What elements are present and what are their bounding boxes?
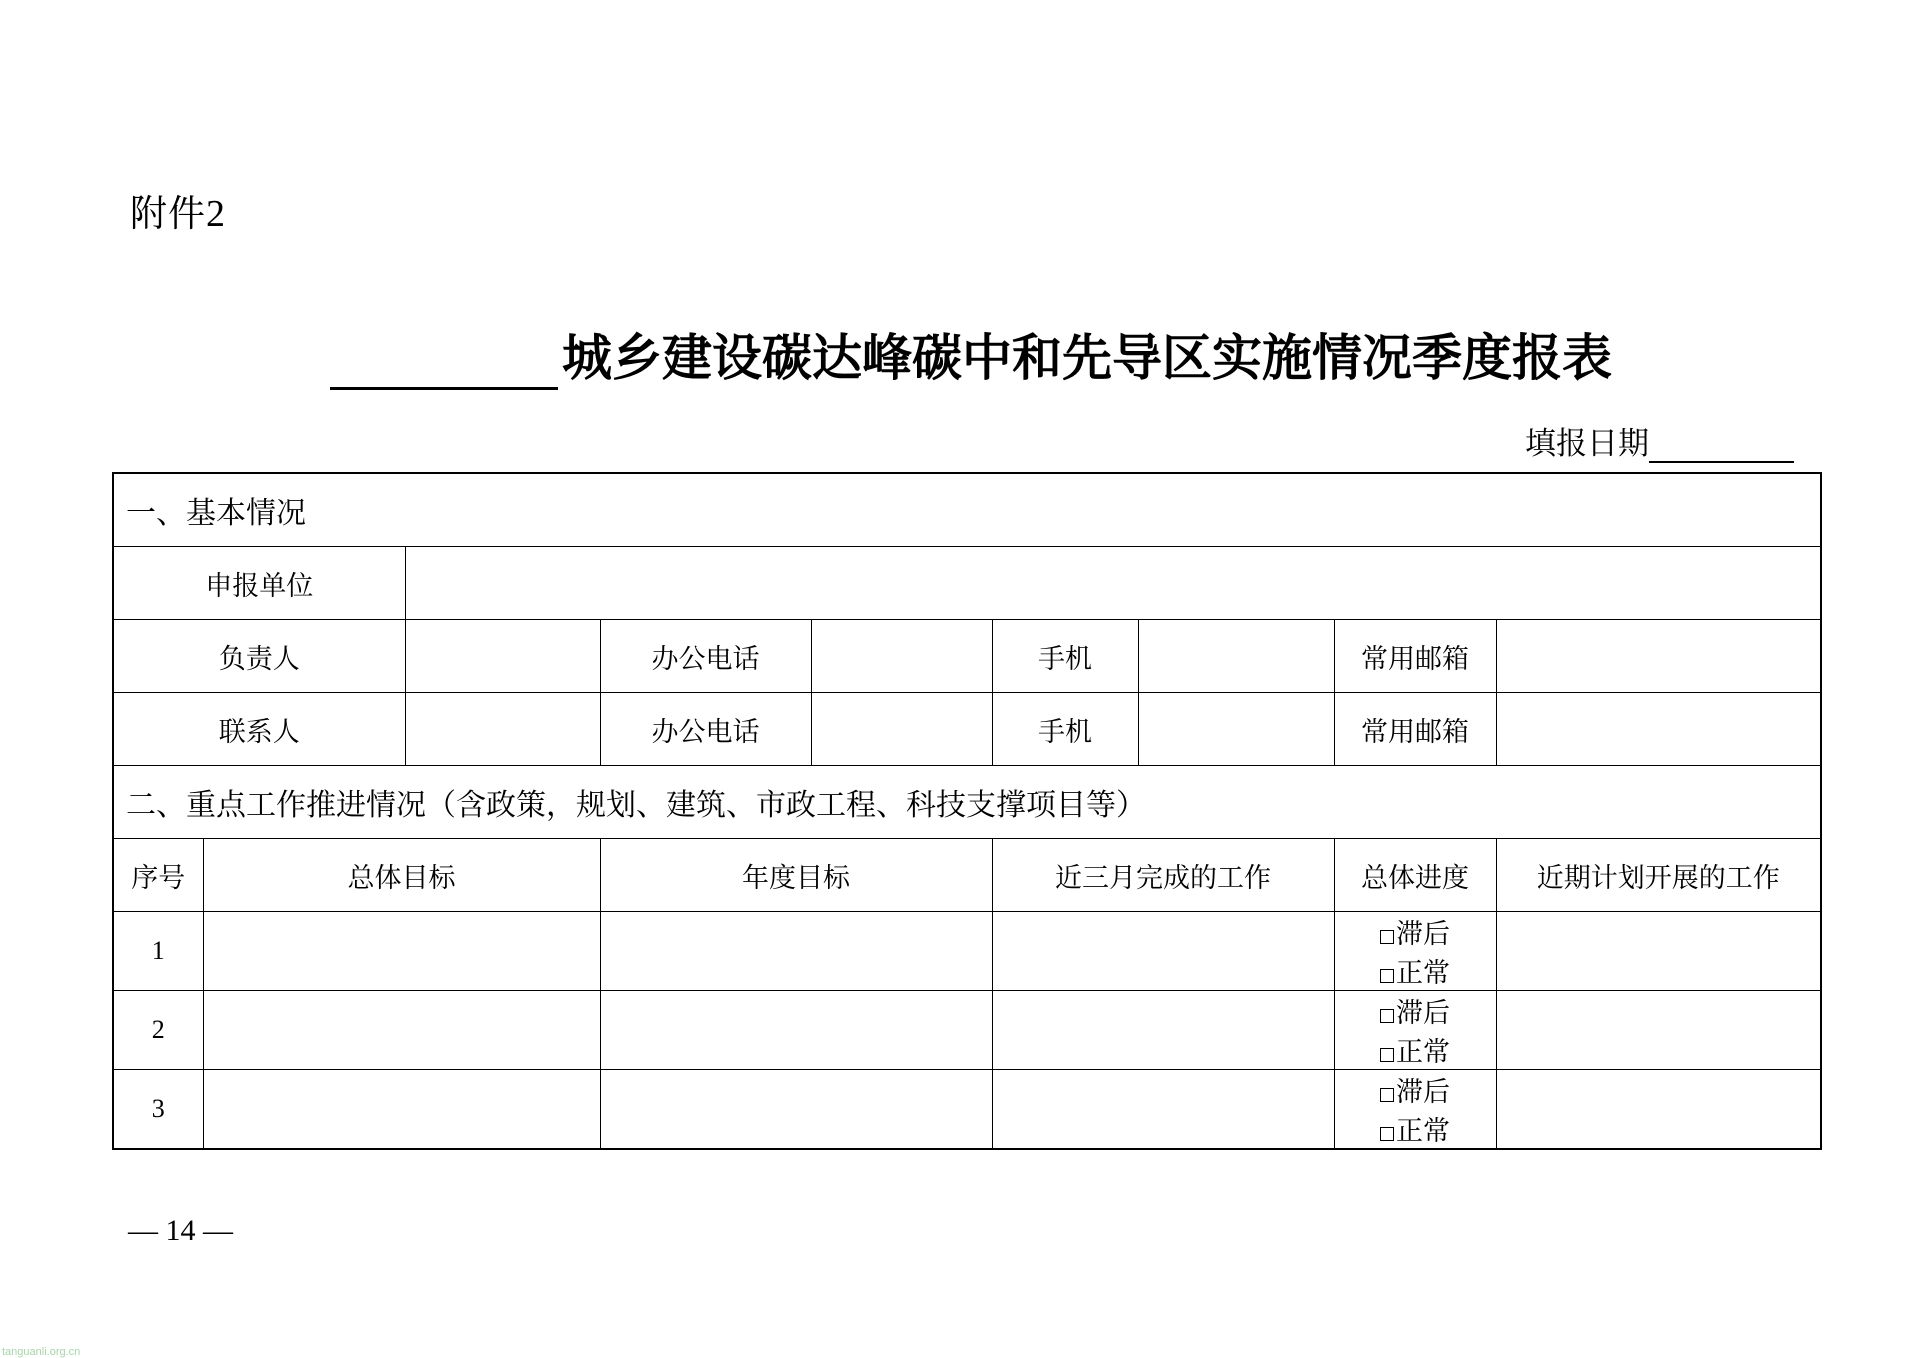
serial-cell: 2 [113, 991, 203, 1070]
progress-cell [1334, 1070, 1496, 1150]
section1-heading: 一、基本情况 [113, 473, 1821, 547]
overall-goal-cell[interactable] [203, 912, 600, 991]
recent-work-cell[interactable] [992, 1070, 1334, 1150]
recent-work-cell[interactable] [992, 991, 1334, 1070]
responsible-person-row [113, 620, 1821, 693]
responsible-person-label: 负责人 [113, 620, 405, 693]
lag-label: 滞后 [1396, 1077, 1450, 1108]
overall-goal-cell[interactable] [203, 991, 600, 1070]
responsible-person-cell[interactable] [405, 620, 600, 693]
col-header-serial: 序号 [113, 839, 203, 912]
email-cell[interactable] [1496, 693, 1821, 766]
attachment-number: 2 [206, 193, 226, 235]
normal-label: 正常 [1396, 958, 1450, 989]
contact-person-row [113, 693, 1821, 766]
normal-label: 正常 [1396, 1116, 1450, 1147]
lag-label: 滞后 [1396, 919, 1450, 950]
table-row [113, 1070, 1821, 1150]
fill-date-label: 填报日期 [1525, 426, 1649, 462]
mobile-label: 手机 [992, 693, 1138, 766]
office-phone-cell[interactable] [811, 693, 992, 766]
progress-cell [1334, 912, 1496, 991]
office-phone-label: 办公电话 [600, 693, 811, 766]
planned-work-cell[interactable] [1496, 991, 1821, 1070]
col-header-annual-goal: 年度目标 [600, 839, 992, 912]
lag-option[interactable] [1380, 1070, 1450, 1109]
recent-work-cell[interactable] [992, 912, 1334, 991]
page-number: — 14 — [128, 1214, 233, 1247]
table-row [113, 991, 1821, 1070]
checkbox-icon[interactable] [1380, 1127, 1394, 1141]
col-header-planned-work: 近期计划开展的工作 [1496, 839, 1821, 912]
email-cell[interactable] [1496, 620, 1821, 693]
normal-label: 正常 [1396, 1037, 1450, 1068]
annual-goal-cell[interactable] [600, 1070, 992, 1150]
checkbox-icon[interactable] [1380, 1048, 1394, 1062]
checkbox-icon[interactable] [1380, 969, 1394, 983]
col-header-recent-work: 近三月完成的工作 [992, 839, 1334, 912]
serial-cell: 3 [113, 1070, 203, 1150]
annual-goal-cell[interactable] [600, 991, 992, 1070]
contact-person-label: 联系人 [113, 693, 405, 766]
page-title [330, 318, 1730, 390]
planned-work-cell[interactable] [1496, 912, 1821, 991]
report-table [112, 472, 1822, 1150]
section2-header-row [113, 839, 1821, 912]
annual-goal-cell[interactable] [600, 912, 992, 991]
unit-row [113, 547, 1821, 620]
section1-heading-row [113, 473, 1821, 547]
email-label: 常用邮箱 [1334, 693, 1496, 766]
email-label: 常用邮箱 [1334, 620, 1496, 693]
checkbox-icon[interactable] [1380, 1088, 1394, 1102]
office-phone-label: 办公电话 [600, 620, 811, 693]
fill-date-blank[interactable] [1649, 431, 1794, 463]
attachment-label [130, 183, 226, 237]
normal-option[interactable] [1380, 1030, 1450, 1069]
table-row [113, 912, 1821, 991]
lag-option[interactable] [1380, 991, 1450, 1030]
unit-input-cell[interactable] [405, 547, 1821, 620]
mobile-label: 手机 [992, 620, 1138, 693]
checkbox-icon[interactable] [1380, 930, 1394, 944]
title-text: 城乡建设碳达峰碳中和先导区实施情况季度报表 [562, 329, 1612, 387]
planned-work-cell[interactable] [1496, 1070, 1821, 1150]
lag-option[interactable] [1380, 912, 1450, 951]
checkbox-icon[interactable] [1380, 1009, 1394, 1023]
watermark: tanguanli.org.cn [2, 1346, 81, 1358]
serial-cell: 1 [113, 912, 203, 991]
title-blank-line[interactable] [330, 339, 558, 390]
fill-date [1525, 418, 1794, 463]
col-header-overall-goal: 总体目标 [203, 839, 600, 912]
progress-cell [1334, 991, 1496, 1070]
normal-option[interactable] [1380, 951, 1450, 990]
unit-label: 申报单位 [113, 547, 405, 620]
mobile-cell[interactable] [1138, 693, 1334, 766]
section2-heading: 二、重点工作推进情况（含政策，规划、建筑、市政工程、科技支撑项目等） [113, 766, 1821, 839]
mobile-cell[interactable] [1138, 620, 1334, 693]
col-header-overall-progress: 总体进度 [1334, 839, 1496, 912]
attachment-text: 附件 [130, 192, 206, 235]
normal-option[interactable] [1380, 1109, 1450, 1148]
office-phone-cell[interactable] [811, 620, 992, 693]
section2-heading-row [113, 766, 1821, 839]
lag-label: 滞后 [1396, 998, 1450, 1029]
overall-goal-cell[interactable] [203, 1070, 600, 1150]
contact-person-cell[interactable] [405, 693, 600, 766]
